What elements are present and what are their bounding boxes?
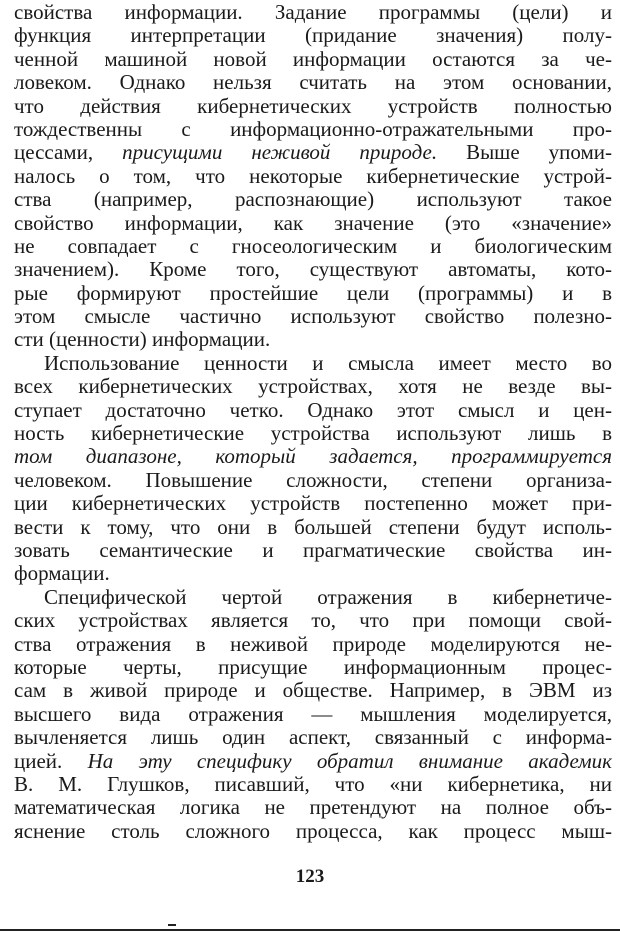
text-segment: которые черты, присущие информационным процес- <box>14 655 612 679</box>
text-line <box>14 422 612 445</box>
text-line <box>14 118 612 141</box>
text-segment: вычленяется лишь один аспект, связанный с информа- <box>14 726 612 750</box>
text-line <box>14 328 612 351</box>
text-line <box>14 820 612 843</box>
text-line <box>14 305 612 328</box>
text-segment: свойство информации, как значение (это «значение» <box>14 211 612 235</box>
text-line <box>14 586 612 609</box>
text-line <box>14 235 612 258</box>
text-segment: ловеком. Однако нельзя считать на этом основании, <box>14 71 612 95</box>
text-segment: ции кибернетических устройств постепенно может при- <box>14 492 612 516</box>
text-segment: ства отражения в неживой природе моделируются не- <box>14 632 612 656</box>
text-segment: человеком. Повышение сложности, степени организа- <box>14 468 612 492</box>
text-segment: цией. <box>14 749 88 773</box>
text-line <box>14 679 612 702</box>
text-line <box>14 95 612 118</box>
text-line <box>14 71 612 94</box>
text-line <box>14 516 612 539</box>
text-segment: Использование ценности и смысла имеет место во <box>44 351 612 375</box>
text-segment: цессами, <box>14 141 123 165</box>
italic-text: На эту специфику обратил внимание академик <box>87 749 612 773</box>
text-segment: что действия кибернетических устройств полностью <box>14 94 612 118</box>
text-line <box>14 539 612 562</box>
text-line <box>14 633 612 656</box>
bottom-rule <box>0 929 620 931</box>
text-line <box>14 773 612 796</box>
italic-text: том диапазоне, который задается, программируется <box>14 445 612 469</box>
text-segment: зовать семантические и прагматические свойства ин- <box>14 538 612 562</box>
text-line <box>14 796 612 819</box>
text-line <box>14 375 612 398</box>
page-number: 123 <box>295 866 325 887</box>
text-segment: налось о том, что некоторые кибернетические устрой- <box>14 164 612 188</box>
text-segment: сам в живой природе и обществе. Например, в ЭВМ из <box>14 679 612 703</box>
text-segment: свойства информации. Задание программы (цели) и <box>14 1 612 24</box>
text-segment: всех кибернетических устройствах, хотя не везде вы- <box>14 375 612 399</box>
text-line <box>14 750 612 773</box>
text-line <box>14 282 612 305</box>
text-line <box>14 726 612 749</box>
text-line <box>14 492 612 515</box>
body-text <box>14 1 612 843</box>
text-segment: сти (ценности) информации. <box>14 328 271 352</box>
text-line <box>14 609 612 632</box>
text-segment: функция интерпретации (придание значения) полу- <box>14 24 612 48</box>
text-line <box>14 1 612 24</box>
text-segment: ства (например, распознающие) используют такое <box>14 188 612 212</box>
text-line <box>14 656 612 679</box>
text-segment: не совпадает с гносеологическим и биологическим <box>14 234 612 258</box>
text-segment: этом смысле частично используют свойство полезно- <box>14 305 612 329</box>
text-line <box>14 352 612 375</box>
text-line <box>14 258 612 281</box>
text-line <box>14 469 612 492</box>
text-segment: ченной машиной новой информации остаются за че- <box>14 47 612 71</box>
text-line <box>14 24 612 47</box>
text-line <box>14 48 612 71</box>
text-line <box>14 399 612 422</box>
text-segment: Специфической чертой отражения в кибернетиче- <box>44 585 612 609</box>
text-line <box>14 165 612 188</box>
text-segment: формации. <box>14 562 110 586</box>
text-line <box>14 445 612 468</box>
text-line <box>14 188 612 211</box>
text-segment: ских устройствах является то, что при помощи свой- <box>14 609 612 633</box>
text-segment: яснение столь сложного процесса, как процесс мыш- <box>14 819 612 843</box>
rule-mark <box>168 924 176 926</box>
text-line <box>14 562 612 585</box>
text-line <box>14 141 612 164</box>
text-line <box>14 212 612 235</box>
text-segment: Выше упоми- <box>437 141 612 165</box>
text-segment: высшего вида отражения — мышления моделируется, <box>14 702 612 726</box>
text-segment: значением). Кроме того, существуют автоматы, кото- <box>14 258 612 282</box>
text-segment: ступает достаточно четко. Однако этот смысл и цен- <box>14 398 612 422</box>
text-segment: ность кибернетические устройства используют лишь в <box>14 422 612 446</box>
text-segment: В. М. Глушков, писавший, что «ни кибернетика, ни <box>14 772 612 796</box>
text-segment: рые формируют простейшие цели (программы) и в <box>14 281 612 305</box>
text-segment: математическая логика не претендуют на полное объ- <box>14 796 612 820</box>
text-segment: тождественны с информационно-отражательными про- <box>14 117 612 141</box>
italic-text: присущими неживой природе. <box>122 141 438 165</box>
text-line <box>14 703 612 726</box>
text-segment: вести к тому, что они в большей степени будут исполь- <box>14 515 612 539</box>
